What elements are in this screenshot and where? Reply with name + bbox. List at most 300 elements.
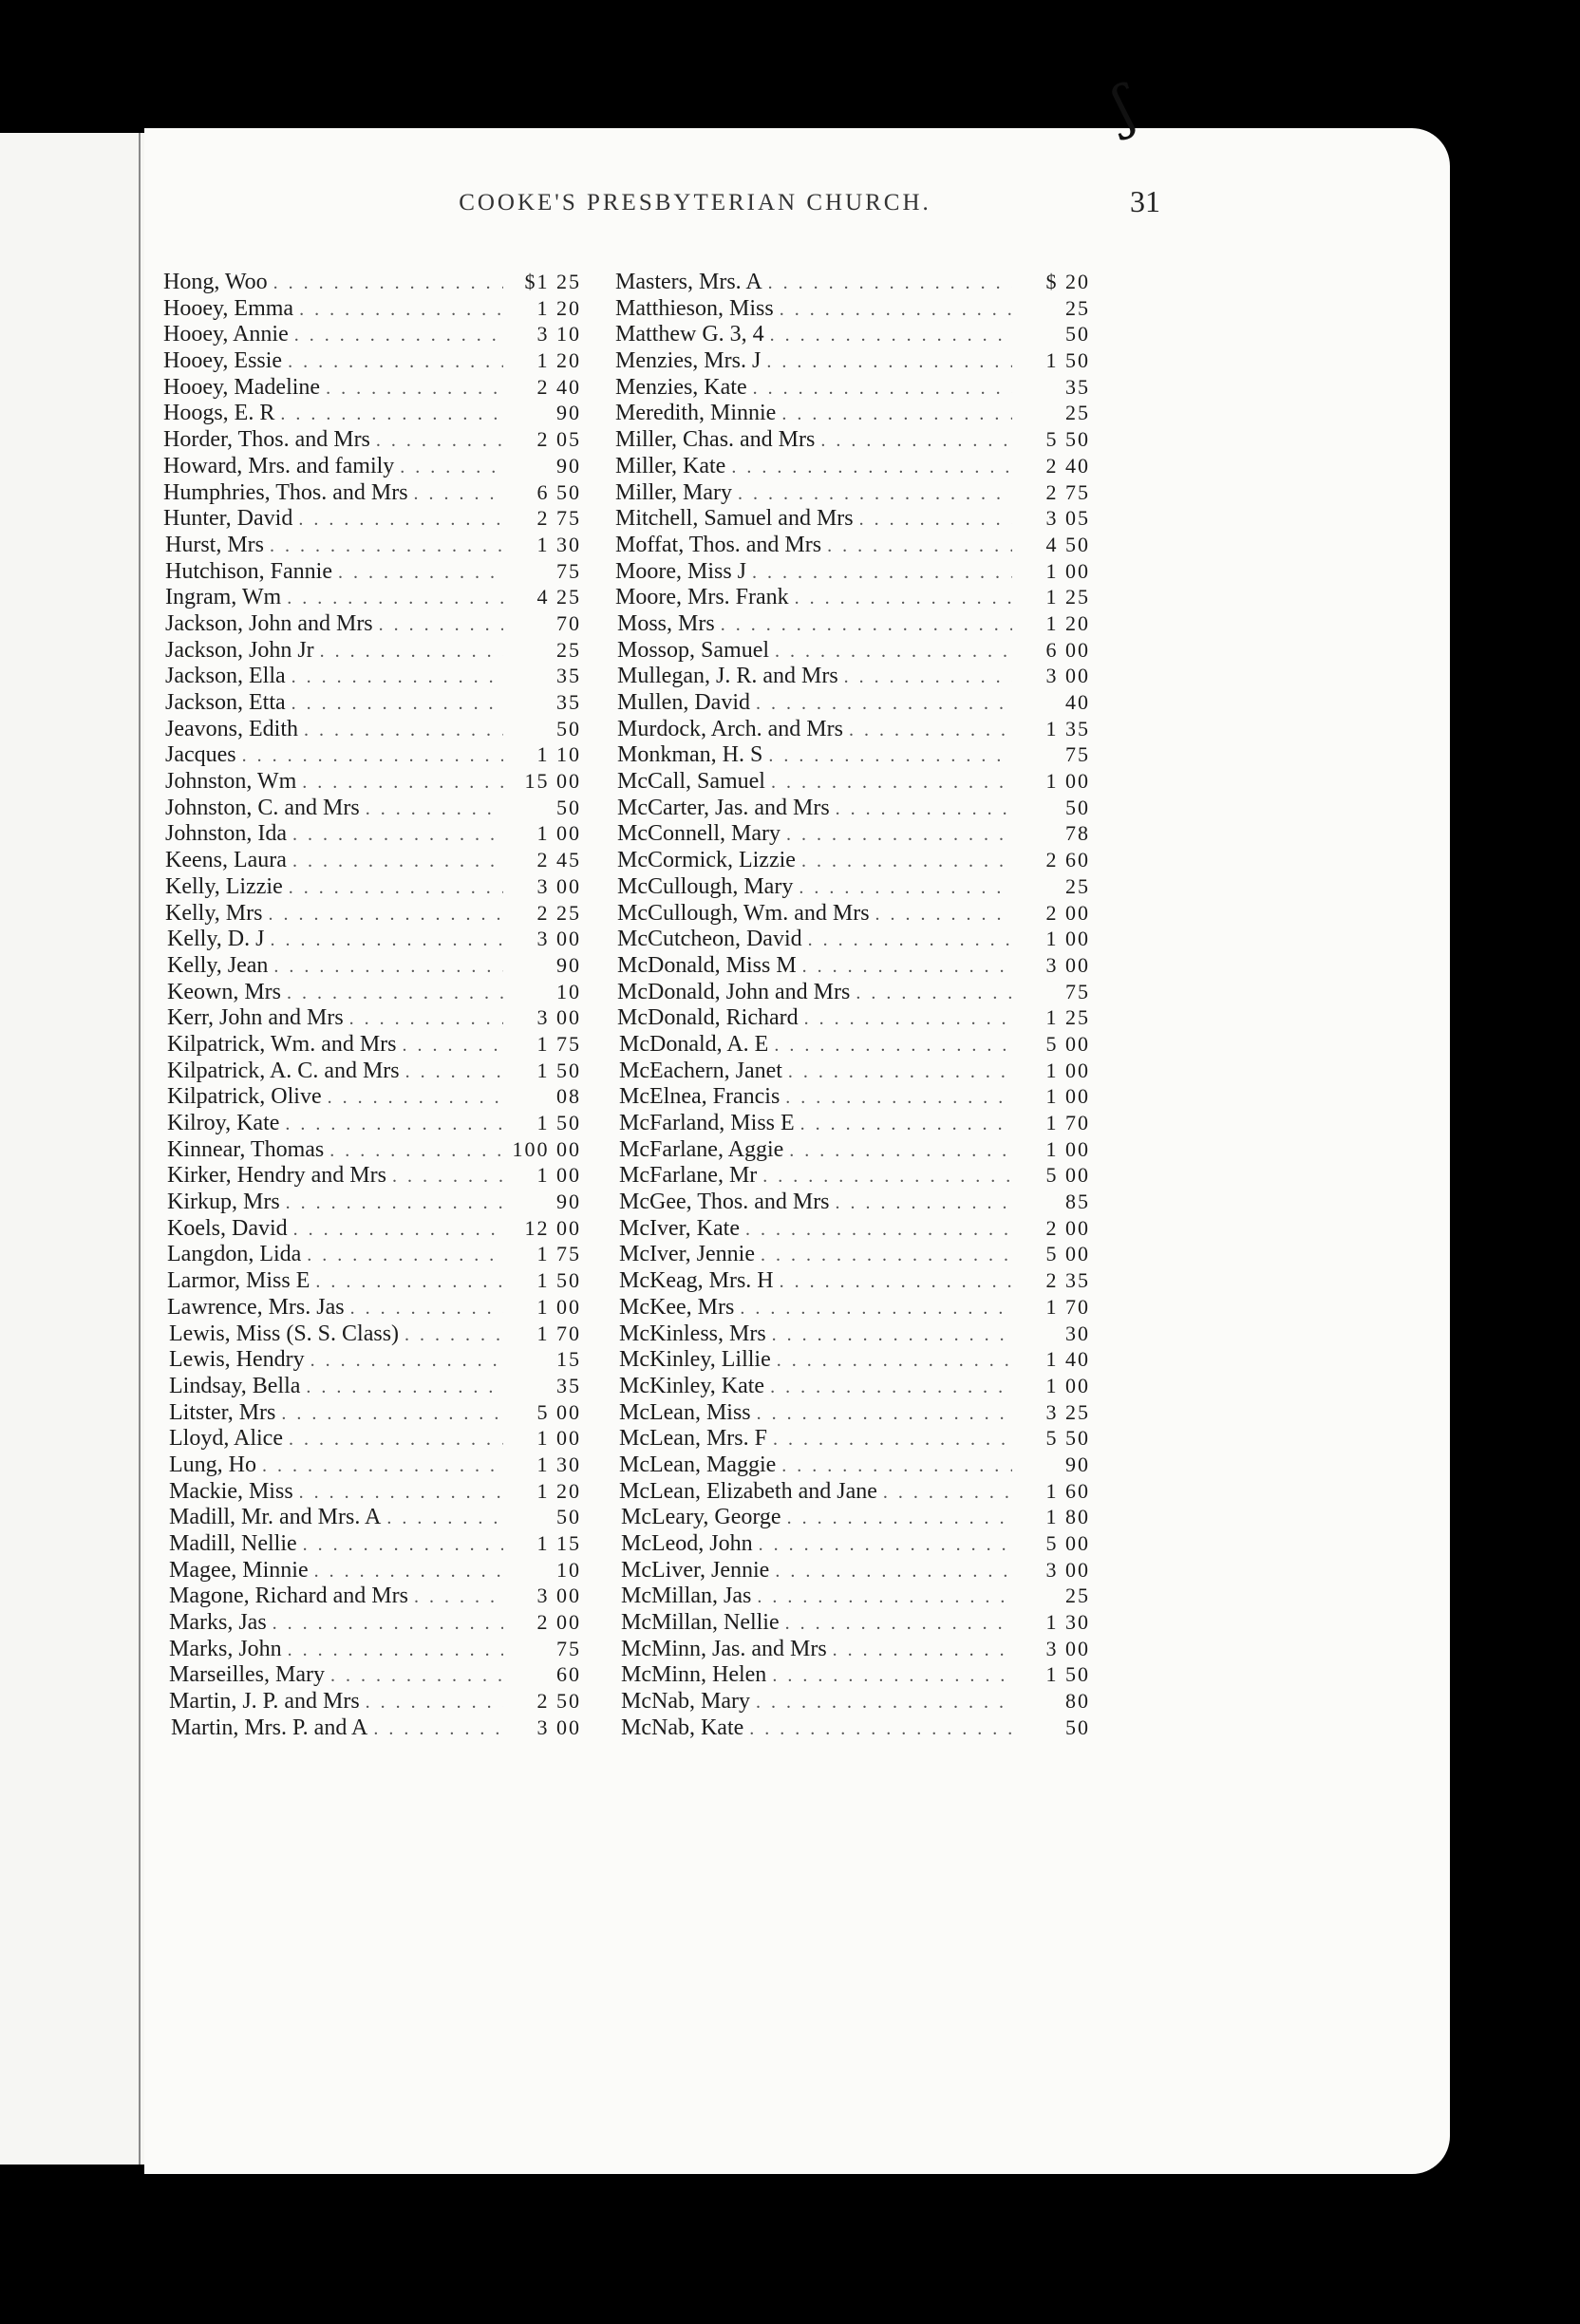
contributor-name: Murdock, Arch. and Mrs (617, 716, 843, 741)
dot-leader (759, 1532, 1012, 1559)
contribution-amount: 1 00 (1045, 769, 1090, 794)
page-header (363, 184, 1160, 228)
dot-leader (780, 297, 1012, 324)
list-item (615, 1530, 1090, 1557)
dot-leader (772, 1663, 1012, 1690)
list-item (163, 1557, 581, 1584)
dot-leader (287, 586, 503, 612)
contribution-amount: 1 70 (536, 1321, 581, 1345)
dot-leader (373, 1716, 503, 1743)
contributor-name: Jackson, Ella (165, 664, 286, 689)
contributor-name: Kelly, D. J (167, 927, 265, 952)
list-item (163, 820, 581, 847)
dot-leader (787, 1506, 1012, 1532)
list-item (615, 820, 1090, 847)
dot-leader (299, 1480, 503, 1507)
contribution-amount: 1 10 (536, 742, 581, 767)
contributor-name: McDonald, A. E (619, 1031, 769, 1057)
dot-leader (405, 1059, 503, 1086)
contribution-amount: 25 (1065, 401, 1090, 425)
dot-leader (883, 1480, 1012, 1507)
list-item (615, 637, 1090, 664)
dot-leader (302, 770, 503, 797)
dot-leader (294, 323, 503, 349)
dot-leader (366, 797, 503, 823)
list-item (615, 1636, 1090, 1662)
contributor-name: McNab, Mary (621, 1689, 750, 1715)
list-item (163, 952, 581, 979)
contribution-amount: 1 00 (536, 1163, 581, 1188)
dot-leader (270, 928, 503, 954)
contribution-amount: 3 00 (1045, 1636, 1090, 1660)
list-item (163, 1425, 581, 1452)
contributor-name: Keens, Laura (165, 848, 287, 873)
list-item (163, 1636, 581, 1662)
contributor-name: Mitchell, Samuel and Mrs (615, 506, 854, 532)
list-item (615, 505, 1090, 532)
dot-leader (376, 428, 503, 455)
dot-leader (262, 1453, 503, 1480)
contribution-amount: 80 (1065, 1689, 1090, 1714)
contributor-name: McLean, Mrs. F (619, 1426, 767, 1452)
contributor-name: Hong, Woo (163, 270, 268, 294)
contributor-name: McLeary, George (621, 1505, 781, 1530)
list-item (163, 610, 581, 637)
dot-leader (808, 928, 1012, 954)
contribution-amount: 3 00 (1045, 664, 1090, 688)
contributor-name: Moffat, Thos. and Mrs (615, 532, 822, 557)
dot-leader (781, 402, 1012, 428)
dot-leader (310, 1348, 503, 1375)
dot-leader (802, 954, 1012, 981)
contributor-name: McEachern, Janet (619, 1058, 782, 1083)
contribution-amount: 5 00 (536, 1399, 581, 1424)
contribution-amount: 12 00 (524, 1215, 581, 1240)
list-item (615, 1688, 1090, 1715)
contribution-amount: 3 00 (536, 927, 581, 951)
dot-leader (414, 1584, 503, 1611)
list-item (163, 1031, 581, 1058)
contribution-amount: 6 50 (536, 479, 581, 504)
contribution-amount: 1 30 (1045, 1610, 1090, 1635)
contributor-name: Jeavons, Edith (165, 716, 298, 741)
contribution-amount: 1 20 (536, 295, 581, 320)
list-item (163, 1661, 581, 1688)
list-item (163, 1609, 581, 1636)
list-item (163, 1058, 581, 1084)
contribution-amount: 35 (556, 690, 581, 714)
list-item (163, 374, 581, 401)
contributor-name: Jacques (165, 742, 236, 768)
list-item (163, 637, 581, 664)
list-item (163, 1715, 581, 1741)
contribution-amount: 1 50 (536, 1058, 581, 1082)
dot-leader (403, 1033, 503, 1059)
list-item (615, 689, 1090, 716)
contribution-amount: 1 00 (1045, 1136, 1090, 1161)
contribution-amount: 60 (556, 1662, 581, 1687)
contribution-amount: 2 40 (536, 374, 581, 399)
contribution-amount: 1 50 (1045, 348, 1090, 373)
contributor-name: Humphries, Thos. and Mrs (163, 479, 408, 505)
dot-leader (287, 981, 503, 1007)
contributor-name: Hooey, Madeline (163, 374, 321, 400)
contributor-name: McLiver, Jennie (621, 1557, 770, 1583)
contribution-amount: 75 (1065, 742, 1090, 767)
contribution-amount: 1 70 (1045, 1111, 1090, 1134)
contribution-amount: 3 00 (536, 873, 581, 898)
list-item (163, 1215, 581, 1242)
contribution-amount: 2 00 (536, 1610, 581, 1635)
contributor-name: Johnston, Wm (165, 769, 297, 795)
dot-leader (329, 1138, 503, 1165)
dot-leader (781, 1453, 1012, 1480)
dot-leader (289, 875, 503, 902)
list-item (615, 663, 1090, 689)
list-item (615, 1583, 1090, 1609)
list-item (615, 900, 1090, 927)
list-item (615, 532, 1090, 558)
dot-leader (366, 1690, 503, 1716)
contribution-amount: 4 25 (536, 585, 581, 609)
contribution-amount: 35 (556, 664, 581, 688)
contributor-name: Hurst, Mrs (165, 532, 265, 557)
dot-leader (788, 1059, 1012, 1086)
dot-leader (804, 1006, 1012, 1033)
contribution-amount: 50 (556, 795, 581, 819)
contributor-name: Martin, Mrs. P. and A (171, 1715, 368, 1740)
list-item (615, 1504, 1090, 1530)
contribution-amount: 5 00 (1045, 1031, 1090, 1056)
contribution-amount: 3 00 (536, 1005, 581, 1030)
contribution-amount: 1 00 (536, 821, 581, 846)
dot-leader (859, 507, 1012, 534)
subscriber-list-right (615, 269, 1090, 1741)
list-item (615, 873, 1090, 900)
contributor-name: McKinley, Kate (619, 1373, 765, 1398)
contribution-amount: 50 (1065, 795, 1090, 819)
contributor-name: Langdon, Lida (167, 1242, 302, 1267)
contributor-name: McFarland, Miss E (619, 1111, 795, 1135)
list-item (163, 1321, 581, 1347)
contribution-amount: 1 50 (1045, 1662, 1090, 1687)
list-item (615, 1294, 1090, 1321)
list-item (163, 1294, 581, 1321)
dot-leader (757, 1401, 1012, 1428)
list-item (615, 426, 1090, 453)
contribution-amount: 1 75 (536, 1031, 581, 1056)
contribution-amount: 1 20 (536, 1478, 581, 1503)
contribution-amount: 3 00 (536, 1715, 581, 1739)
contribution-amount: 5 50 (1045, 1426, 1090, 1451)
contributor-name: Lindsay, Bella (169, 1373, 301, 1398)
pen-mark: ʃ (1105, 73, 1141, 141)
list-item (615, 979, 1090, 1005)
list-item (615, 479, 1090, 506)
contribution-amount: 50 (556, 716, 581, 740)
contributor-name: Lewis, Hendry (169, 1347, 305, 1373)
contribution-amount: $ 20 (1045, 270, 1090, 293)
dot-leader (292, 849, 503, 875)
list-item (615, 1661, 1090, 1688)
contributor-name: Lawrence, Mrs. Jas (167, 1294, 345, 1320)
contributor-name: Masters, Mrs. A (615, 270, 762, 294)
dot-leader (292, 822, 503, 849)
contributor-name: McCutcheon, David (617, 927, 802, 952)
contribution-amount: 15 (556, 1347, 581, 1372)
contributor-name: Kelly, Mrs (165, 900, 263, 926)
contribution-amount: 50 (556, 1505, 581, 1529)
contributor-name: Moore, Mrs. Frank (615, 585, 789, 610)
list-item (615, 558, 1090, 585)
contributor-name: Litster, Mrs (169, 1399, 276, 1425)
contributor-name: Menzies, Kate (615, 374, 747, 400)
contribution-amount: 85 (1065, 1190, 1090, 1214)
list-item (163, 269, 581, 295)
contributor-name: Miller, Kate (615, 453, 726, 478)
dot-leader (775, 1559, 1012, 1585)
subscriber-list-left (163, 269, 581, 1741)
contribution-amount: 1 50 (536, 1268, 581, 1293)
list-item (163, 1688, 581, 1715)
dot-leader (752, 560, 1012, 587)
dot-leader (400, 455, 503, 481)
dot-leader (286, 1190, 503, 1217)
contribution-amount: 1 00 (1045, 1084, 1090, 1109)
list-item (163, 1267, 581, 1294)
list-item (615, 610, 1090, 637)
contribution-amount: 78 (1065, 821, 1090, 846)
contribution-amount: 50 (1065, 322, 1090, 347)
contributor-name: Marks, John (169, 1636, 282, 1661)
contributor-name: McMillan, Jas (621, 1584, 752, 1609)
contributor-name: McDonald, John and Mrs (617, 979, 851, 1004)
list-item (163, 1162, 581, 1189)
contributor-name: McMinn, Jas. and Mrs (621, 1636, 827, 1661)
list-item (615, 768, 1090, 795)
contribution-amount: 3 25 (1045, 1399, 1090, 1424)
contribution-amount: 90 (556, 952, 581, 977)
dot-leader (738, 481, 1012, 508)
list-item (163, 716, 581, 742)
dot-leader (289, 1427, 503, 1453)
running-head: COOKE'S PRESBYTERIAN CHURCH. (459, 190, 931, 216)
contributor-name: Martin, J. P. and Mrs (169, 1689, 360, 1715)
contribution-amount: 25 (1065, 1584, 1090, 1608)
contributor-name: McMillan, Nellie (621, 1610, 780, 1636)
contribution-amount: 50 (1065, 1715, 1090, 1739)
list-item (615, 1110, 1090, 1136)
facing-page-edge (0, 133, 144, 2165)
contributor-name: Marks, Jas (169, 1610, 267, 1636)
contribution-amount: 2 25 (536, 900, 581, 925)
contributor-name: Kilroy, Kate (167, 1111, 280, 1135)
dot-leader (328, 1085, 503, 1112)
contributor-name: Kilpatrick, Wm. and Mrs (167, 1031, 397, 1057)
list-item (163, 663, 581, 689)
contribution-amount: 90 (556, 401, 581, 425)
dot-leader (330, 1663, 503, 1690)
contributor-name: Hooey, Annie (163, 322, 289, 347)
dot-leader (268, 902, 503, 928)
contribution-amount: 15 00 (524, 769, 581, 794)
contributor-name: Madill, Mr. and Mrs. A (169, 1505, 382, 1530)
contribution-amount: 3 00 (536, 1584, 581, 1608)
contributor-name: Kirker, Hendry and Mrs (167, 1163, 386, 1189)
dot-leader (404, 1322, 503, 1349)
contribution-amount: 1 60 (1045, 1478, 1090, 1503)
list-item (615, 295, 1090, 322)
list-item (615, 1162, 1090, 1189)
contributor-name: Keown, Mrs (167, 979, 281, 1004)
contribution-amount: 1 35 (1045, 716, 1090, 740)
list-item (615, 584, 1090, 610)
contribution-amount: 10 (556, 1557, 581, 1582)
contributor-name: Johnston, Ida (165, 821, 287, 847)
contributor-name: Moore, Miss J (615, 558, 747, 584)
contribution-amount: 3 10 (536, 322, 581, 347)
list-item (163, 741, 581, 768)
list-item (163, 347, 581, 374)
contribution-amount: 1 25 (1045, 1005, 1090, 1030)
contributor-name: Kilpatrick, A. C. and Mrs (167, 1058, 400, 1083)
list-item (615, 321, 1090, 347)
contributor-name: McConnell, Mary (617, 821, 781, 847)
contribution-amount: 1 00 (1045, 927, 1090, 951)
dot-leader (721, 612, 1012, 639)
contributor-name: Ingram, Wm (165, 585, 282, 610)
contribution-amount: 1 30 (536, 1452, 581, 1476)
contribution-amount: 1 80 (1045, 1505, 1090, 1529)
contribution-amount: 1 50 (536, 1111, 581, 1134)
list-item (163, 584, 581, 610)
dot-leader (789, 1138, 1012, 1165)
list-item (163, 689, 581, 716)
list-item (163, 1136, 581, 1163)
dot-leader (288, 349, 503, 376)
list-item (615, 1058, 1090, 1084)
contributor-name: McKeag, Mrs. H (619, 1268, 774, 1294)
list-item (163, 1530, 581, 1557)
contributor-name: Johnston, C. and Mrs (165, 795, 360, 820)
dot-leader (773, 1427, 1012, 1453)
dot-leader (307, 1243, 503, 1269)
dot-leader (292, 665, 503, 691)
dot-leader (833, 1638, 1012, 1664)
contributor-name: Lewis, Miss (S. S. Class) (169, 1321, 400, 1346)
dot-leader (273, 954, 503, 981)
contributor-name: Mackie, Miss (169, 1478, 293, 1504)
dot-leader (795, 586, 1012, 612)
dot-leader (304, 718, 503, 744)
contribution-amount: 2 60 (1045, 848, 1090, 872)
contribution-amount: 2 00 (1045, 1215, 1090, 1240)
contribution-amount: 1 40 (1045, 1347, 1090, 1372)
contributor-name: McDonald, Richard (617, 1005, 799, 1031)
contributor-name: Jackson, John and Mrs (165, 610, 373, 636)
list-item (163, 426, 581, 453)
list-item (615, 1031, 1090, 1058)
list-item (163, 558, 581, 585)
contributor-name: Magone, Richard and Mrs (169, 1584, 408, 1609)
list-item (163, 453, 581, 479)
contribution-amount: 40 (1065, 690, 1090, 714)
dot-leader (270, 534, 503, 560)
contributor-name: McIver, Jennie (619, 1242, 755, 1267)
contributor-name: McDonald, Miss M (617, 952, 797, 978)
contributor-name: Matthew G. 3, 4 (615, 322, 764, 347)
list-item (615, 1136, 1090, 1163)
contribution-amount: 3 00 (1045, 1557, 1090, 1582)
contributor-name: Hutchison, Fannie (165, 558, 332, 584)
dot-leader (844, 665, 1012, 691)
dot-leader (740, 1296, 1012, 1322)
dot-leader (785, 1085, 1012, 1112)
list-item (615, 847, 1090, 873)
contributor-name: Koels, David (167, 1215, 288, 1241)
contributor-name: Magee, Minnie (169, 1557, 309, 1583)
contributor-name: Meredith, Minnie (615, 401, 777, 426)
list-item (615, 1478, 1090, 1505)
contribution-amount: 5 00 (1045, 1163, 1090, 1188)
contributor-name: McLean, Elizabeth and Jane (619, 1478, 877, 1504)
list-item (163, 1110, 581, 1136)
contributor-name: Mullen, David (617, 690, 750, 715)
list-item (163, 1083, 581, 1110)
dot-leader (768, 271, 1012, 297)
list-item (615, 926, 1090, 952)
contribution-amount: 2 35 (1045, 1268, 1090, 1293)
dot-leader (827, 534, 1012, 560)
contribution-amount: 25 (1065, 295, 1090, 320)
contribution-amount: 3 00 (1045, 952, 1090, 977)
dot-leader (875, 902, 1012, 928)
dot-leader (820, 428, 1012, 455)
dot-leader (273, 271, 503, 297)
list-item (163, 768, 581, 795)
contribution-amount: 2 50 (536, 1689, 581, 1714)
dot-leader (770, 323, 1012, 349)
dot-leader (414, 481, 503, 508)
dot-leader (856, 981, 1012, 1007)
contribution-amount: 08 (556, 1084, 581, 1109)
contribution-amount: 1 25 (1045, 585, 1090, 609)
list-item (615, 1241, 1090, 1267)
dot-leader (849, 718, 1012, 744)
contribution-amount: 5 00 (1045, 1242, 1090, 1266)
dot-leader (775, 639, 1012, 665)
dot-leader (285, 1112, 503, 1138)
contribution-amount: 1 00 (536, 1294, 581, 1319)
contribution-amount: 1 70 (1045, 1294, 1090, 1319)
contribution-amount: 6 00 (1045, 637, 1090, 662)
contribution-amount: 1 75 (536, 1242, 581, 1266)
list-item (615, 1715, 1090, 1741)
dot-leader (774, 1033, 1012, 1059)
list-item (163, 795, 581, 821)
list-item (163, 1504, 581, 1530)
contributor-name: Lung, Ho (169, 1452, 256, 1477)
dot-leader (749, 1716, 1012, 1743)
contributor-name: Matthieson, Miss (615, 295, 774, 321)
dot-leader (314, 1559, 503, 1585)
contribution-amount: 90 (556, 1190, 581, 1214)
list-item (615, 1004, 1090, 1031)
contribution-amount: 2 75 (1045, 479, 1090, 504)
contributor-name: McKinless, Mrs (619, 1321, 766, 1346)
contributor-name: McMinn, Helen (621, 1662, 767, 1688)
contributor-name: Mossop, Samuel (617, 637, 770, 663)
